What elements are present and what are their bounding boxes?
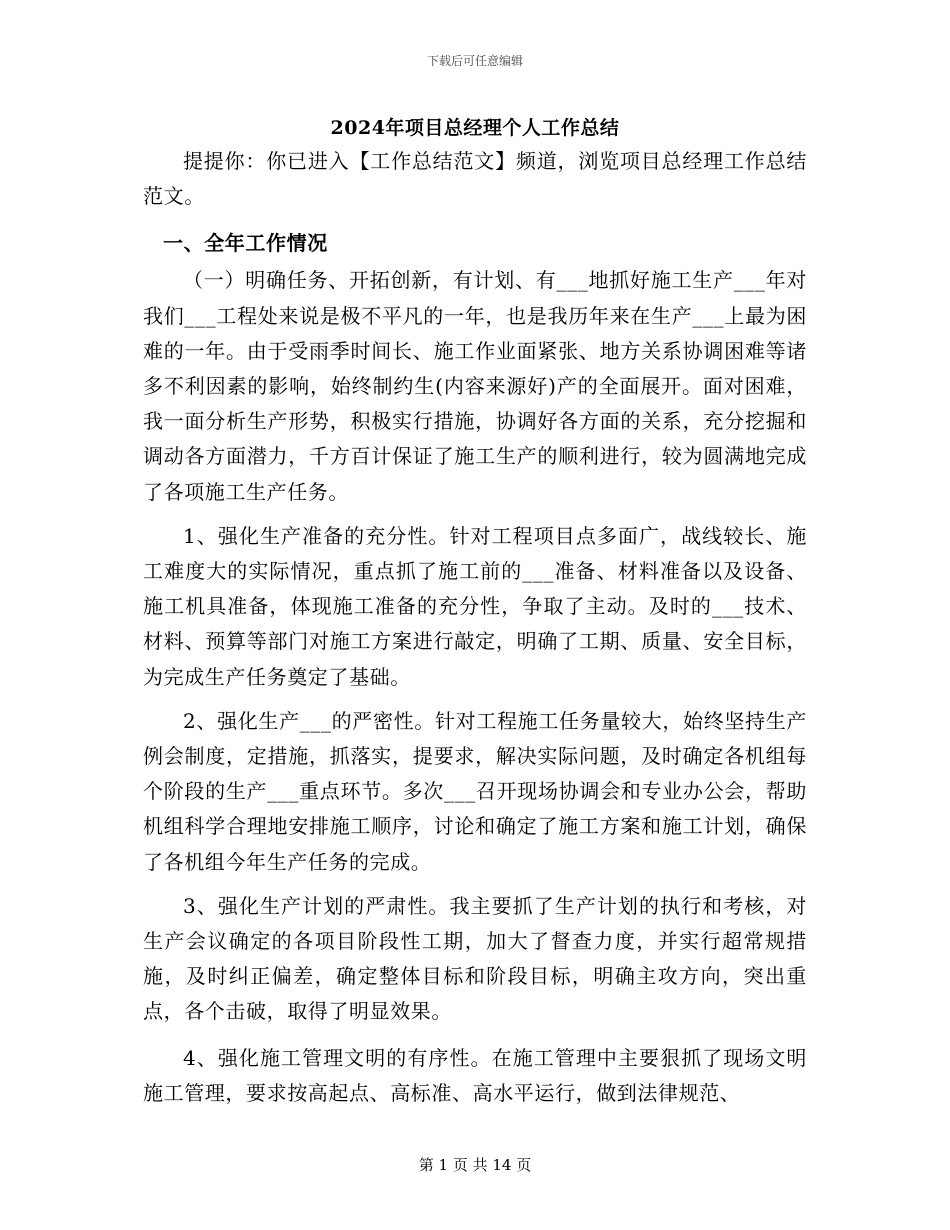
intro-paragraph: 提提你：你已进入【工作总结范文】频道，浏览项目总经理工作总结范文。 bbox=[143, 149, 807, 209]
body-paragraph: 2、强化生产___的严密性。针对工程施工任务量较大，始终坚持生产例会制度，定措施，抓落实，提要求，解决实际问题，及时确定各机组每个阶段的生产___重点环节。多次___召开现场协调会和专业办公会，帮助机组科学合理地安排施工顺序，讨论和确定了施工方案和施工计划，确保了各机组今年生产任务的完成。 bbox=[143, 708, 807, 874]
body-paragraph: 3、强化生产计划的严肃性。我主要抓了生产计划的执行和考核，对生产会议确定的各项目阶段性工期，加大了督查力度，并实行超常规措施，及时纠正偏差，确定整体目标和阶段目标，明确主攻方向，突出重点，各个击破，取得了明显效果。 bbox=[143, 893, 807, 1024]
page-header-note: 下载后可任意编辑 bbox=[426, 54, 523, 68]
section-heading: 一、全年工作情况 bbox=[163, 231, 328, 256]
document-title: 2024年项目总经理个人工作总结 bbox=[330, 117, 620, 139]
document-body bbox=[143, 112, 807, 1111]
page-number: 第 1 页 共 14 页 bbox=[418, 1156, 532, 1174]
body-paragraph: 4、强化施工管理文明的有序性。在施工管理中主要狠抓了现场文明施工管理，要求按高起点、高标准、高水平运行，做到法律规范、 bbox=[143, 1045, 807, 1105]
body-paragraph: 1、强化生产准备的充分性。针对工程项目点多面广，战线较长、施工难度大的实际情况，重点抓了施工前的___准备、材料准备以及设备、施工机具准备，体现施工准备的充分性，争取了主动。及时的___技术、材料、预算等部门对施工方案进行敲定，明确了工期、质量、安全目标，为完成生产任务奠定了基础。 bbox=[143, 523, 807, 689]
body-paragraph: （一）明确任务、开拓创新，有计划、有___地抓好施工生产___年对我们___工程处来说是极不平凡的一年，也是我历年来在生产___上最为困难的一年。由于受雨季时间长、施工作业面紧张、地方关系协调困难等诸多不利因素的影响，始终制约生(内容来源好)产的全面展开。面对困难，我一面分析生产形势，积极实行措施，协调好各方面的关系，充分挖掘和调动各方面潜力，千方百计保证了施工生产的顺利进行，较为圆满地完成了各项施工生产任务。 bbox=[143, 268, 807, 504]
